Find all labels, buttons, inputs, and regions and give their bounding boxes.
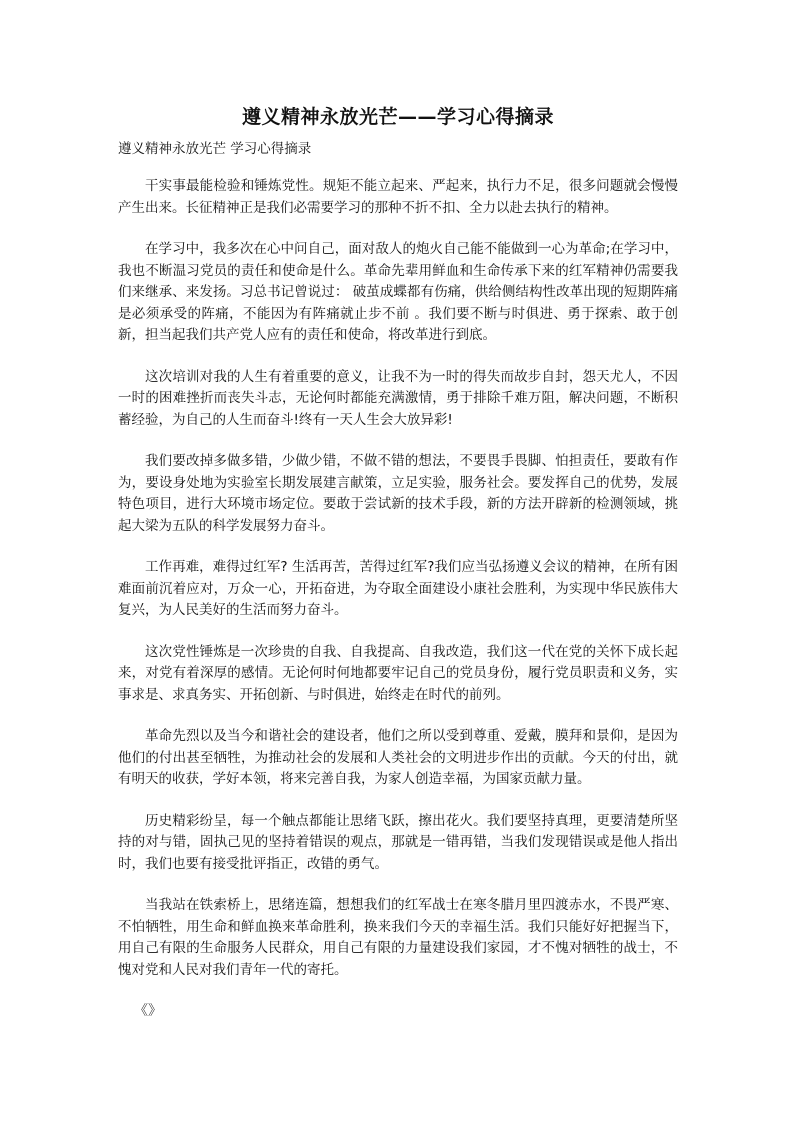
paragraph-2: 在学习中，我多次在心中问自己，面对敌人的炮火自己能不能做到一心为革命;在学习中，我也不断温习党员的责任和使命是什么。革命先辈用鲜血和生命传承下来的红军精神仍需要我们来继承、来发扬。习总书记曾说过： 破茧成蝶都有伤痛，供给侧结构性改革出现的短期阵痛是必须承受的阵痛，不能因为有阵痛就止步不前 。我们要不断与时俱进、勇于探索、敢于创新，担当起我们共产党人应有的责任和使命，将改革进行到底。 bbox=[118, 241, 678, 343]
paragraph-9: 当我站在铁索桥上，思绪连篇，想想我们的红军战士在寒冬腊月里四渡赤水，不畏严寒、不怕牺牲，用生命和鲜血换来革命胜利，换来我们今天的幸福生活。我们只能好好把握当下，用自己有限的生命服务人民群众，用自己有限的力量建设我们家园，才不愧对牺牲的战士，不愧对党和人民对我们青年一代的寄托。 bbox=[118, 897, 678, 978]
paragraph-3: 这次培训对我的人生有着重要的意义，让我不为一时的得失而故步自封，怨天尤人，不因一时的困难挫折而丧失斗志，无论何时都能充满激情，勇于排除千难万阻，解决问题，不断积蓄经验，为自己的人生而奋斗!终有一天人生会大放异彩! bbox=[118, 368, 678, 428]
footer-mark: 《》 bbox=[134, 1003, 162, 1019]
paragraph-7: 革命先烈以及当今和谐社会的建设者，他们之所以受到尊重、爱戴，膜拜和景仰，是因为他们的付出甚至牺牲，为推动社会的发展和人类社会的文明进步作出的贡献。今天的付出，就有明天的收获，学好本领，将来完善自我，为家人创造幸福，为国家贡献力量。 bbox=[118, 728, 678, 787]
paragraph-1: 干实事最能检验和锤炼党性。规矩不能立起来、严起来，执行力不足，很多问题就会慢慢产生出来。长征精神正是我们必需要学习的那种不折不扣、全力以赴去执行的精神。 bbox=[118, 178, 678, 216]
paragraph-8: 历史精彩纷呈，每一个触点都能让思绪飞跃，擦出花火。我们要坚持真理，更要清楚所坚持的对与错，固执己见的坚持着错误的观点，那就是一错再错，当我们发现错误或是他人指出时，我们也要有接受批评指正，改错的勇气。 bbox=[118, 812, 678, 872]
document-subtitle: 遵义精神永放光芒 学习心得摘录 bbox=[118, 141, 312, 157]
paragraph-4: 我们要改掉多做多错，少做少错，不做不错的想法，不要畏手畏脚、怕担责任，要敢有作为，要设身处地为实验室长期发展建言献策，立足实验，服务社会。要发挥自己的优势，发展特色项目，进行大环境市场定位。要敢于尝试新的技术手段，新的方法开辟新的检测领域，挑起大梁为五队的科学发展努力奋斗。 bbox=[118, 453, 678, 534]
document-page bbox=[118, 104, 678, 1021]
document-title: 遵义精神永放光芒——学习心得摘录 bbox=[241, 106, 554, 128]
paragraph-6: 这次党性锤炼是一次珍贵的自我、自我提高、自我改造，我们这一代在党的关怀下成长起来，对党有着深厚的感情。无论何时何地都要牢记自己的党员身份，履行党员职责和义务，实事求是、求真务实、开拓创新、与时俱进，始终走在时代的前列。 bbox=[118, 643, 678, 703]
paragraph-5: 工作再难，难得过红军? 生活再苦，苦得过红军?我们应当弘扬遵义会议的精神，在所有困难面前沉着应对，万众一心，开拓奋进，为夺取全面建设小康社会胜利，为实现中华民族伟大复兴，为人民美好的生活而努力奋斗。 bbox=[118, 559, 678, 618]
